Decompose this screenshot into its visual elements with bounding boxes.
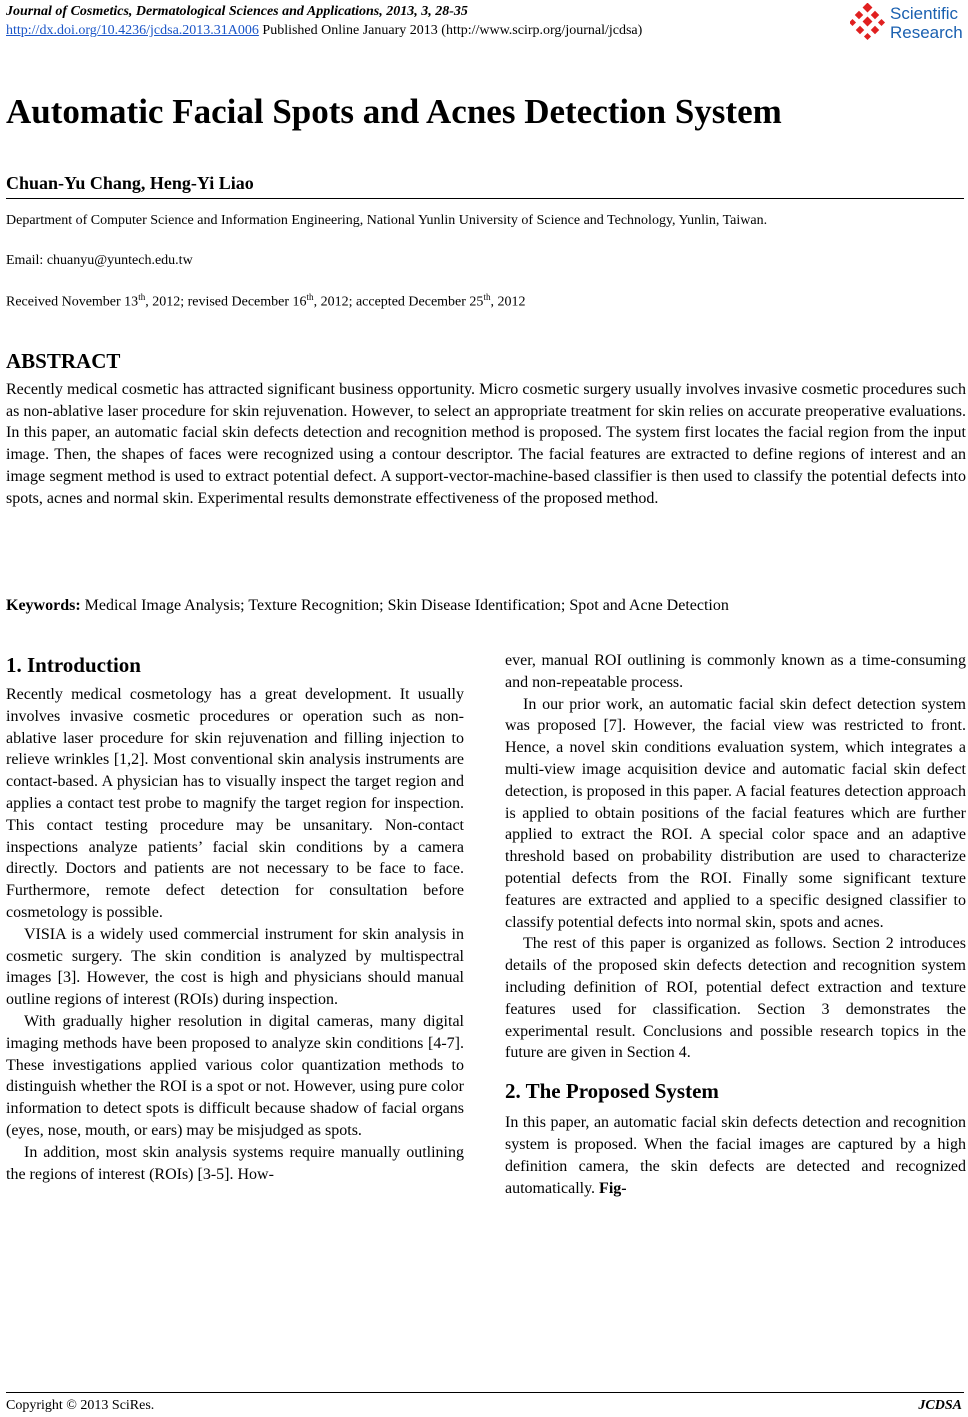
abstract-heading: ABSTRACT bbox=[6, 349, 121, 373]
revised-part: , 2012; revised December 16 bbox=[145, 294, 307, 310]
journal-citation bbox=[6, 4, 468, 20]
author-divider bbox=[6, 198, 964, 199]
author-email: Email: chuanyu@yuntech.edu.tw bbox=[6, 253, 193, 268]
keywords-label: Keywords: bbox=[6, 597, 81, 614]
left-column bbox=[6, 650, 464, 1185]
paragraph: In our prior work, an automatic facial skin defect detection system was proposed [7]. However, the facial view was restricted to front. Hence, a novel skin conditions evaluation system, which integrates a multi-view image acquisition device and automatic facial skin defect detection, is proposed in this paper. A facial features detection approach is applied to obtain positions of the facial features which are further applied to extract the ROI. A special color space and an adaptive threshold based on probability distribution are used to characterize potential defects from the ROI. Finally some significant texture features are extracted and applied to a specific designed classifier to classify potential defects into normal skin, spots and acnes. bbox=[505, 695, 966, 931]
doi-line bbox=[6, 23, 642, 39]
paper-authors: Chuan-Yu Chang, Heng-Yi Liao bbox=[6, 173, 254, 193]
paragraph: In addition, most skin analysis systems require manually outlining the regions of interest (ROIs) [3-5]. How- bbox=[6, 1143, 464, 1183]
paragraph bbox=[505, 1112, 966, 1199]
journal-name: Journal of Cosmetics, Dermatological Sciences and Applications bbox=[6, 4, 380, 19]
keywords bbox=[6, 597, 729, 615]
ordinal-suffix: th bbox=[306, 292, 314, 302]
logo-text-line1: Scientific bbox=[890, 4, 959, 23]
doi-link[interactable]: http://dx.doi.org/10.4236/jcdsa.2013.31A006 bbox=[6, 23, 259, 38]
paragraph: Recently medical cosmetology has a great development. It usually involves invasive cosmetic procedures or operation such as non-ablative laser procedure for skin rejuvenation and filling injection to relieve wrinkles [1,2]. Most conventional skin analysis instruments are contact-based. A physician has to visually inspect the target region and applies a contact test probe to magnify the target region for inspection. This contact testing procedure may be unsanitary. Non-contact inspections analyze patients’ facial skin conditions by a camera directly. Doctors and patients are not necessary to be face to face. Furthermore, remote defect detection for consultation before cosmetology is possible. bbox=[6, 686, 464, 921]
footer-divider bbox=[6, 1392, 964, 1393]
journal-abbreviation: JCDSA bbox=[918, 1398, 962, 1413]
affiliation: Department of Computer Science and Information Engineering, National Yunlin University of Science and Technology, Yunlin, Taiwan. bbox=[6, 213, 768, 228]
paragraph: With gradually higher resolution in digital cameras, many digital imaging methods have been proposed to analyze skin conditions [4-7]. These investigations applied various color quantization methods to distinguish whether the ROI is a spot or not. However, using pure color information to detect spots is difficult because shadow of facial organs (eyes, nose, mouth, or ears) may be misjudged as spots. bbox=[6, 1012, 464, 1139]
volume-info: , 2013, 3, 28-35 bbox=[379, 4, 468, 19]
right-column bbox=[505, 650, 966, 1199]
paragraph: ever, manual ROI outlining is commonly known as a time-consuming and non-repeatable process. bbox=[505, 652, 966, 691]
logo-icon bbox=[850, 3, 888, 43]
paper-title: Automatic Facial Spots and Acnes Detection System bbox=[6, 92, 782, 131]
copyright: Copyright © 2013 SciRes. bbox=[6, 1398, 155, 1413]
section-heading-introduction: 1. Introduction bbox=[6, 653, 141, 677]
year-part: , 2012 bbox=[490, 294, 526, 310]
received-part: Received November 13 bbox=[6, 294, 139, 310]
logo-text-line2: Research bbox=[890, 23, 963, 42]
keywords-text: Medical Image Analysis; Texture Recognition; Skin Disease Identification; Spot and Acne Detection bbox=[80, 597, 729, 614]
ordinal-suffix: th bbox=[138, 292, 146, 302]
ordinal-suffix: th bbox=[483, 292, 491, 302]
received-dates bbox=[6, 292, 525, 311]
publisher-logo bbox=[850, 3, 968, 43]
section-heading-proposed-system: 2. The Proposed System bbox=[505, 1079, 719, 1104]
accepted-part: , 2012; accepted December 25 bbox=[313, 294, 484, 310]
paragraph: The rest of this paper is organized as follows. Section 2 introduces details of the proposed skin defects detection and recognition system including definition of ROI, potential defect extraction and texture features used for classification. Section 3 demonstrates the experimental result. Conclusions and possible research topics in the future are given in Section 4. bbox=[505, 935, 966, 1062]
paragraph: VISIA is a widely used commercial instrument for skin analysis in cosmetic surgery. The skin condition is analyzed by multispectral images [3]. However, the cost is high and physicians should manual outline regions of interest (ROIs) during inspection. bbox=[6, 925, 464, 1009]
figure-reference: Fig- bbox=[599, 1179, 627, 1197]
published-info: Published Online January 2013 (http://www.scirp.org/journal/jcdsa) bbox=[258, 23, 643, 38]
abstract-body: Recently medical cosmetic has attracted significant business opportunity. Micro cosmetic surgery usually involves invasive cosmetic procedures such as non-ablative laser procedure for skin rejuvenation. However, to select an appropriate treatment for skin relies on accurate preoperative evaluations. In this paper, an automatic facial skin defects detection and recognition method is proposed. The system first locates the facial region from the input image. Then, the shapes of faces were recognized using a contour descriptor. The facial features are extracted to define regions of interest and an image segment method is used to extract potential defect. A support-vector-machine-based classifier is then used to classify the potential defects into spots, acnes and normal skin. Experimental results demonstrate effectiveness of the proposed method. bbox=[6, 381, 966, 507]
paragraph-text: In this paper, an automatic facial skin defects detection and recognition system is proposed. When the facial images are captured by a high definition camera, the skin defects are detected and recognized automatically. bbox=[505, 1114, 966, 1197]
